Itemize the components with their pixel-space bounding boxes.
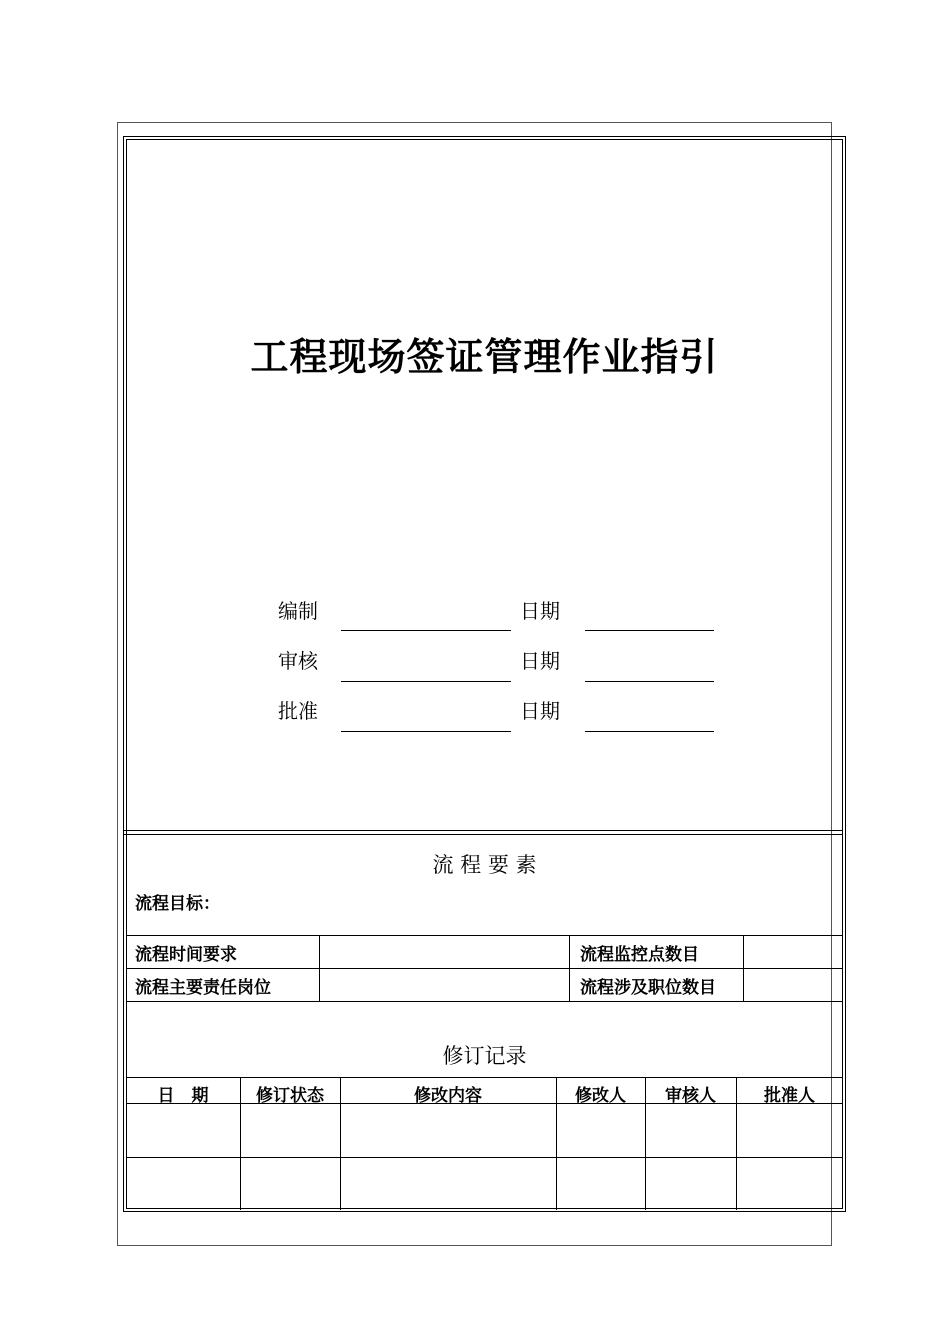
signoff-review-date-field[interactable] bbox=[585, 681, 714, 682]
table-rule bbox=[319, 935, 320, 1001]
signoff-date-label: 日期 bbox=[520, 599, 560, 623]
process-elements-heading: 流 程 要 素 bbox=[432, 853, 537, 877]
signoff-role-review: 审核 bbox=[278, 649, 318, 673]
signoff-compile-field[interactable] bbox=[341, 630, 511, 631]
signoff-date-label: 日期 bbox=[520, 699, 560, 723]
table-rule bbox=[126, 968, 843, 969]
signoff-approve-field[interactable] bbox=[341, 731, 511, 732]
revision-col-content: 修改内容 bbox=[414, 1086, 482, 1106]
process-goal-label: 流程目标： bbox=[135, 894, 220, 914]
section-divider bbox=[123, 830, 843, 831]
document-title: 工程现场签证管理作业指引 bbox=[250, 334, 719, 379]
revision-col-reviewer: 审核人 bbox=[665, 1086, 716, 1106]
time-requirement-label: 流程时间要求 bbox=[135, 945, 237, 965]
table-rule bbox=[126, 935, 843, 936]
revision-col-modifier: 修改人 bbox=[575, 1086, 626, 1106]
table-rule bbox=[743, 935, 744, 1001]
signoff-review-field[interactable] bbox=[341, 681, 511, 682]
table-rule bbox=[126, 1001, 843, 1002]
positions-count-label: 流程涉及职位数目 bbox=[580, 978, 716, 998]
signoff-approve-date-field[interactable] bbox=[585, 731, 714, 732]
signoff-role-compile: 编制 bbox=[278, 599, 318, 623]
section-divider bbox=[123, 834, 843, 835]
revision-col-status: 修订状态 bbox=[256, 1086, 324, 1106]
main-positions-label: 流程主要责任岗位 bbox=[135, 978, 271, 998]
control-points-label: 流程监控点数目 bbox=[580, 945, 699, 965]
signoff-role-approve: 批准 bbox=[278, 699, 318, 723]
revision-heading: 修订记录 bbox=[442, 1044, 527, 1068]
revision-col-approver: 批准人 bbox=[764, 1086, 815, 1106]
signoff-compile-date-field[interactable] bbox=[585, 630, 714, 631]
table-rule bbox=[569, 935, 570, 1001]
revision-col-date: 日 期 bbox=[157, 1086, 209, 1106]
signoff-date-label: 日期 bbox=[520, 649, 560, 673]
